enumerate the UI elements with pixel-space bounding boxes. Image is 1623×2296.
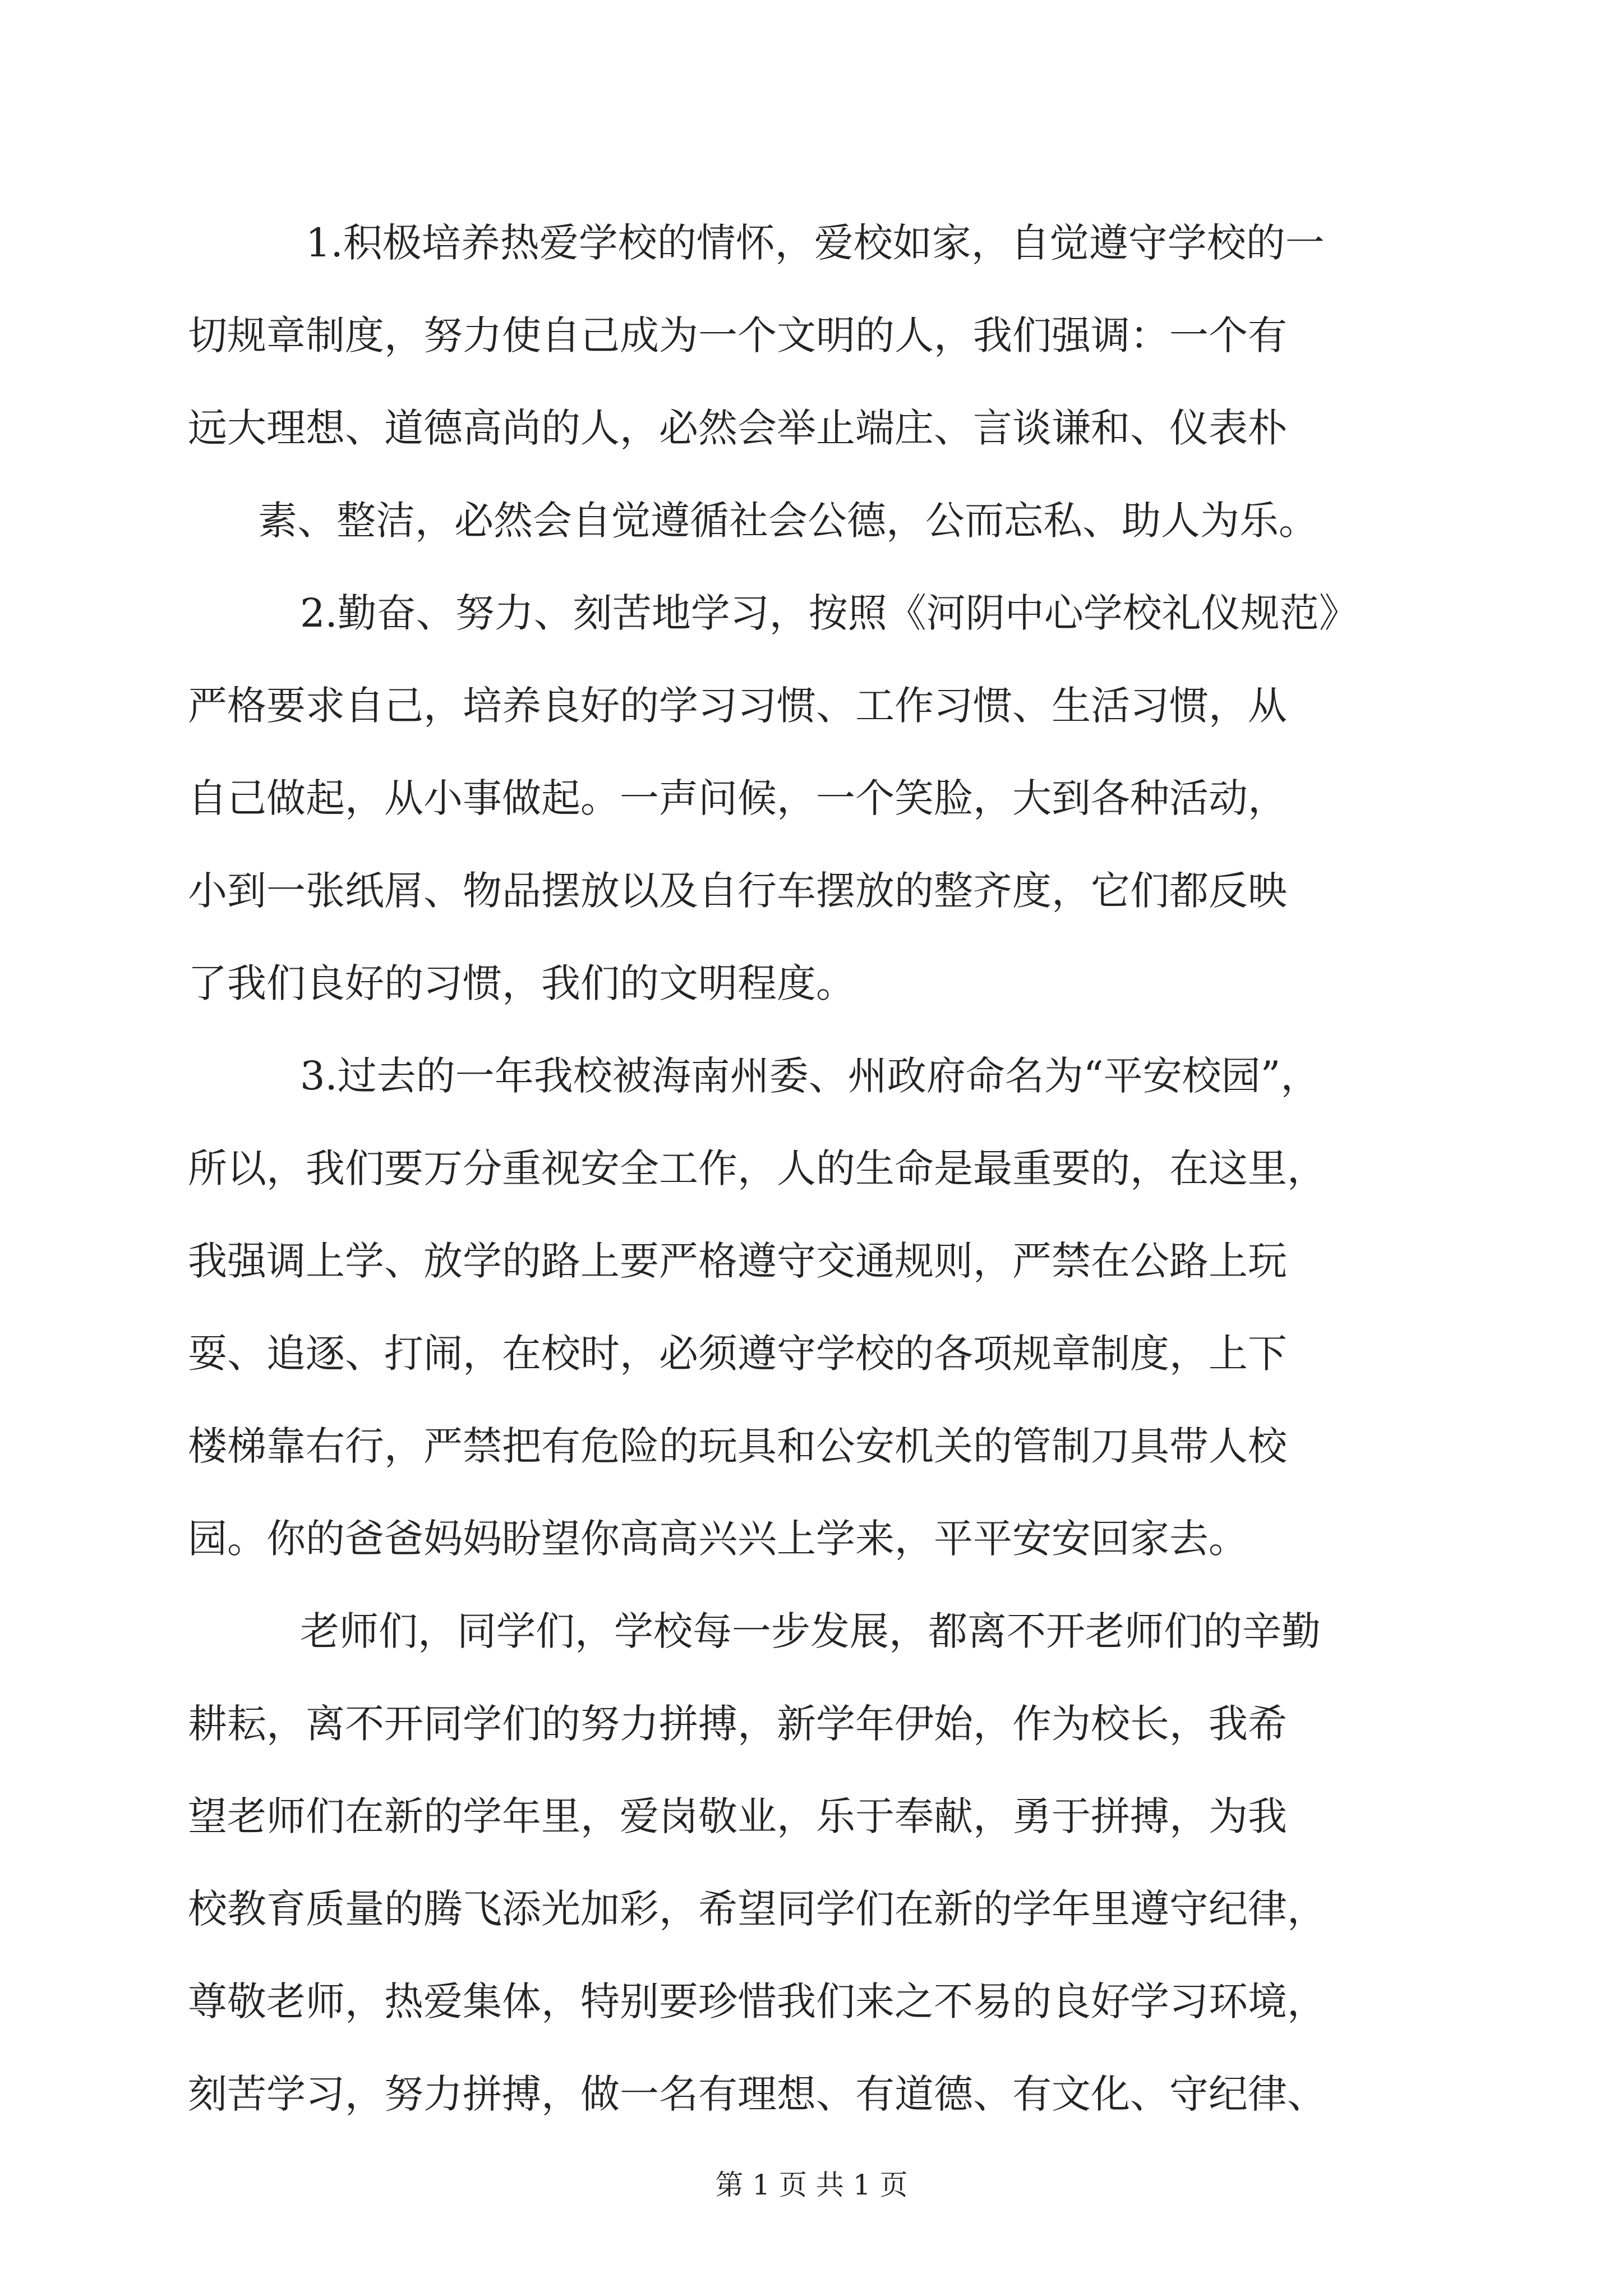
text-line: 2.勤奋、努力、刻苦地学习，按照《河阴中心学校礼仪规范》 <box>300 590 1358 636</box>
text-line: 我强调上学、放学的路上要严格遵守交通规则，严禁在公路上玩 <box>188 1238 1287 1284</box>
text-line: 小到一张纸屑、物品摆放以及自行车摆放的整齐度，它们都反映 <box>188 868 1287 914</box>
text-line: 楼梯靠右行，严禁把有危险的玩具和公安机关的管制刀具带人校 <box>188 1423 1287 1469</box>
text-line: 素、整洁，必然会自觉遵循社会公德，公而忘私、助人为乐。 <box>258 498 1318 544</box>
page-footer: 第 1 页 共 1 页 <box>715 2169 908 2201</box>
text-line: 园。你的爸爸妈妈盼望你高高兴兴上学来，平平安安回家去。 <box>188 1516 1248 1562</box>
text-line: 老师们，同学们，学校每一步发展，都离不开老师们的辛勤 <box>300 1608 1321 1654</box>
text-line: 自己做起，从小事做起。一声问候，一个笑脸，大到各种活动， <box>188 775 1287 821</box>
text-line: 切规章制度，努力使自己成为一个文明的人，我们强调：一个有 <box>188 312 1287 358</box>
text-line: 刻苦学习，努力拼搏，做一名有理想、有道德、有文化、守纪律、 <box>188 2071 1326 2117</box>
text-line: 了我们良好的习惯，我们的文明程度。 <box>188 960 855 1006</box>
text-line: 严格要求自己，培养良好的学习习惯、工作习惯、生活习惯，从 <box>188 683 1287 729</box>
text-line: 耕耘，离不开同学们的努力拼搏，新学年伊始，作为校长，我希 <box>188 1701 1287 1747</box>
text-line: 3.过去的一年我校被海南州委、州政府命名为“平安校园”， <box>300 1053 1320 1099</box>
text-line: 望老师们在新的学年里，爱岗敬业，乐于奉献，勇于拼搏，为我 <box>188 1793 1287 1839</box>
text-line: 校教育质量的腾飞添光加彩，希望同学们在新的学年里遵守纪律， <box>188 1886 1326 1932</box>
text-line: 远大理想、道德高尚的人，必然会举止端庄、言谈谦和、仪表朴 <box>188 405 1287 451</box>
text-line: 所以，我们要万分重视安全工作，人的生命是最重要的，在这里， <box>188 1145 1326 1191</box>
text-line: 耍、追逐、打闹，在校时，必须遵守学校的各项规章制度，上下 <box>188 1331 1287 1377</box>
text-line: 尊敬老师，热爱集体，特别要珍惜我们来之不易的良好学习环境， <box>188 1978 1326 2024</box>
text-line: 1.积极培养热爱学校的情怀，爱校如家，自觉遵守学校的一 <box>306 220 1325 266</box>
